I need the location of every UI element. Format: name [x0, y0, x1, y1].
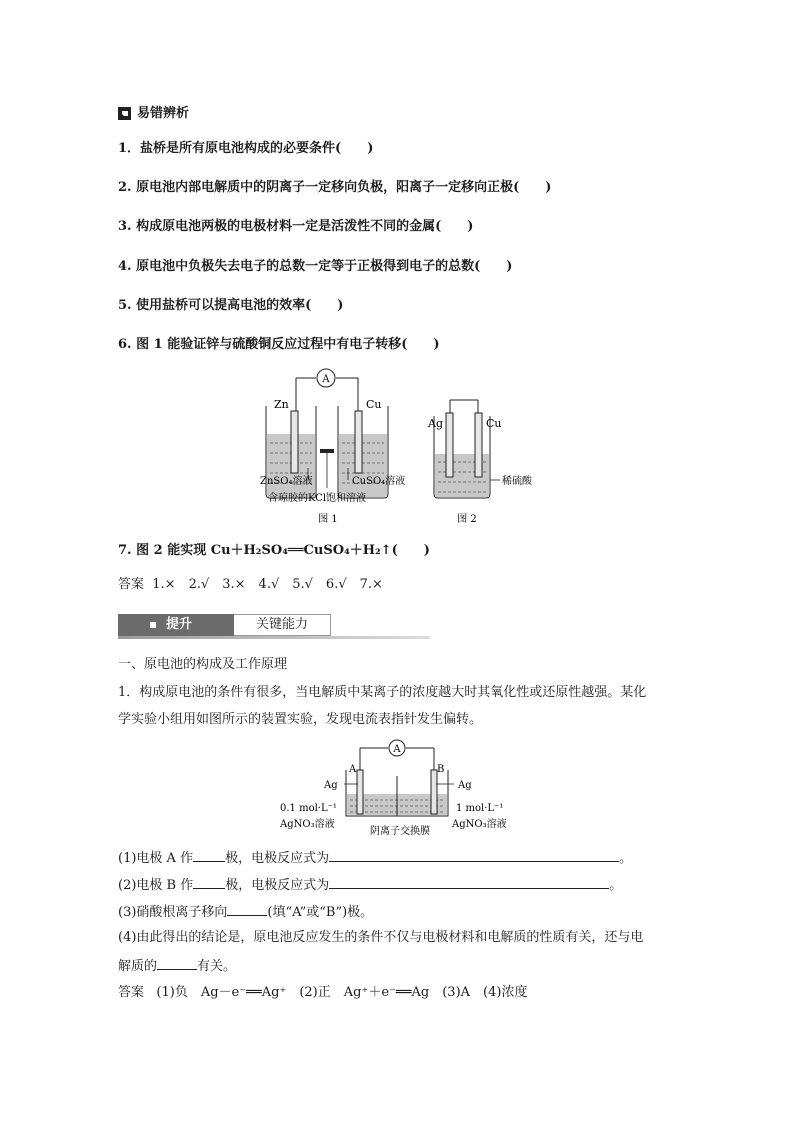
- section-heading: 易错辨析: [137, 106, 190, 121]
- zn-label: Zn: [274, 398, 289, 411]
- electrode-a: [357, 770, 363, 814]
- right-ag-label: Ag: [458, 780, 472, 791]
- znso4-label: ZnSO₄溶液: [260, 476, 313, 487]
- answer-text: 1.× 2.√ 3.× 4.√ 5.√ 6.√ 7.×: [152, 577, 383, 592]
- question-1: 1．盐桥是所有原电池构成的必要条件( ): [118, 141, 374, 156]
- blank-3[interactable]: [227, 901, 267, 916]
- figure-1-caption: 图 1: [318, 514, 338, 525]
- answer-label-2: 答案: [118, 985, 145, 1000]
- q1-text-1: 1．构成原电池的条件有很多，当电解质中某离子的浓度越大时其氧化性或还原性越强。某化: [118, 685, 647, 700]
- figure-2-caption: 图 2: [457, 514, 477, 525]
- question-3: 3. 构成原电池两极的电极材料一定是活泼性不同的金属( ): [118, 219, 474, 234]
- question-4: 4. 原电池中负极失去电子的总数一定等于正极得到电子的总数( ): [118, 259, 513, 274]
- question-6: 6. 图 1 能验证锌与硫酸铜反应过程中有电子转移( ): [118, 337, 440, 352]
- figure-3: [278, 736, 528, 840]
- subq-1: (1)电极 A 作 极，电极反应式为 。: [118, 847, 632, 869]
- blank-4[interactable]: [157, 955, 197, 970]
- subq-4-line2: 解质的 有关。: [118, 955, 236, 977]
- salt-bridge: [320, 449, 334, 453]
- subq-2: (2)电极 B 作 极，电极反应式为 。: [118, 874, 622, 896]
- subq-3: (3)硝酸根离子移向 (填“A”或“B”)极。: [118, 901, 373, 923]
- blank-2b[interactable]: [329, 874, 609, 889]
- membrane-label: 阴离子交换膜: [370, 826, 430, 837]
- ag-label: Ag: [428, 417, 443, 430]
- subq-4-line1: (4)由此得出的结论是，原电池反应发生的条件不仅与电极材料和电解质的性质有关，还与电: [118, 930, 644, 945]
- figure-2: [427, 400, 533, 525]
- section-icon: [118, 107, 131, 120]
- zn-electrode: [291, 411, 298, 473]
- blank-2a[interactable]: [193, 874, 225, 889]
- question-5: 5. 使用盐桥可以提高电池的效率( ): [118, 298, 344, 313]
- cu-electrode-2: [475, 413, 482, 477]
- blank-1a[interactable]: [193, 847, 225, 862]
- answer-2: [118, 983, 527, 1003]
- banner-left: 提升: [118, 614, 234, 636]
- cuso4-label: CuSO₄溶液: [352, 476, 406, 487]
- cu-label: Cu: [366, 398, 382, 411]
- cu-label-2: Cu: [486, 417, 502, 430]
- blank-1b[interactable]: [329, 847, 619, 862]
- section-2-title: 一、原电池的构成及工作原理: [118, 657, 288, 672]
- ammeter-label-2: A: [393, 744, 401, 755]
- cu-electrode: [355, 411, 362, 473]
- question-2: 2. 原电池内部电解质中的阴离子一定移向负极，阳离子一定移向正极( ): [118, 180, 552, 195]
- figures-1-2: [260, 368, 532, 530]
- electrode-b: [431, 770, 437, 814]
- figure-1: [260, 369, 405, 525]
- ag-electrode: [446, 413, 453, 477]
- ammeter-label: A: [322, 374, 330, 385]
- question-7: 7. 图 2 能实现 Cu＋H₂SO₄══CuSO₄＋H₂↑( ): [118, 543, 430, 558]
- answer-label: 答案: [118, 577, 145, 592]
- answer-text-2: (1)负 Ag－e⁻══Ag⁺ (2)正 Ag⁺＋e⁻══Ag (3)A (4)浓度: [156, 985, 528, 1000]
- label-b: B: [437, 764, 445, 775]
- dilute-h2so4-label: 稀硫酸: [502, 476, 532, 487]
- left-solution-label: AgNO₃溶液: [280, 819, 335, 830]
- label-a: A: [349, 764, 357, 775]
- right-solution-label: AgNO₃溶液: [452, 819, 507, 830]
- left-ag-label: Ag: [324, 780, 338, 791]
- right-conc-label: 1 mol·L⁻¹: [456, 803, 504, 814]
- salt-bridge-label: 含琼胶的KCl饱和溶液: [268, 493, 367, 504]
- ability-banner: [118, 614, 430, 638]
- left-conc-label: 0.1 mol·L⁻¹: [280, 803, 337, 814]
- answer-1: [118, 575, 383, 595]
- banner-right: 关键能力: [234, 614, 331, 636]
- q1-text-2: 学实验小组用如图所示的装置实验，发现电流表指针发生偏转。: [118, 712, 483, 727]
